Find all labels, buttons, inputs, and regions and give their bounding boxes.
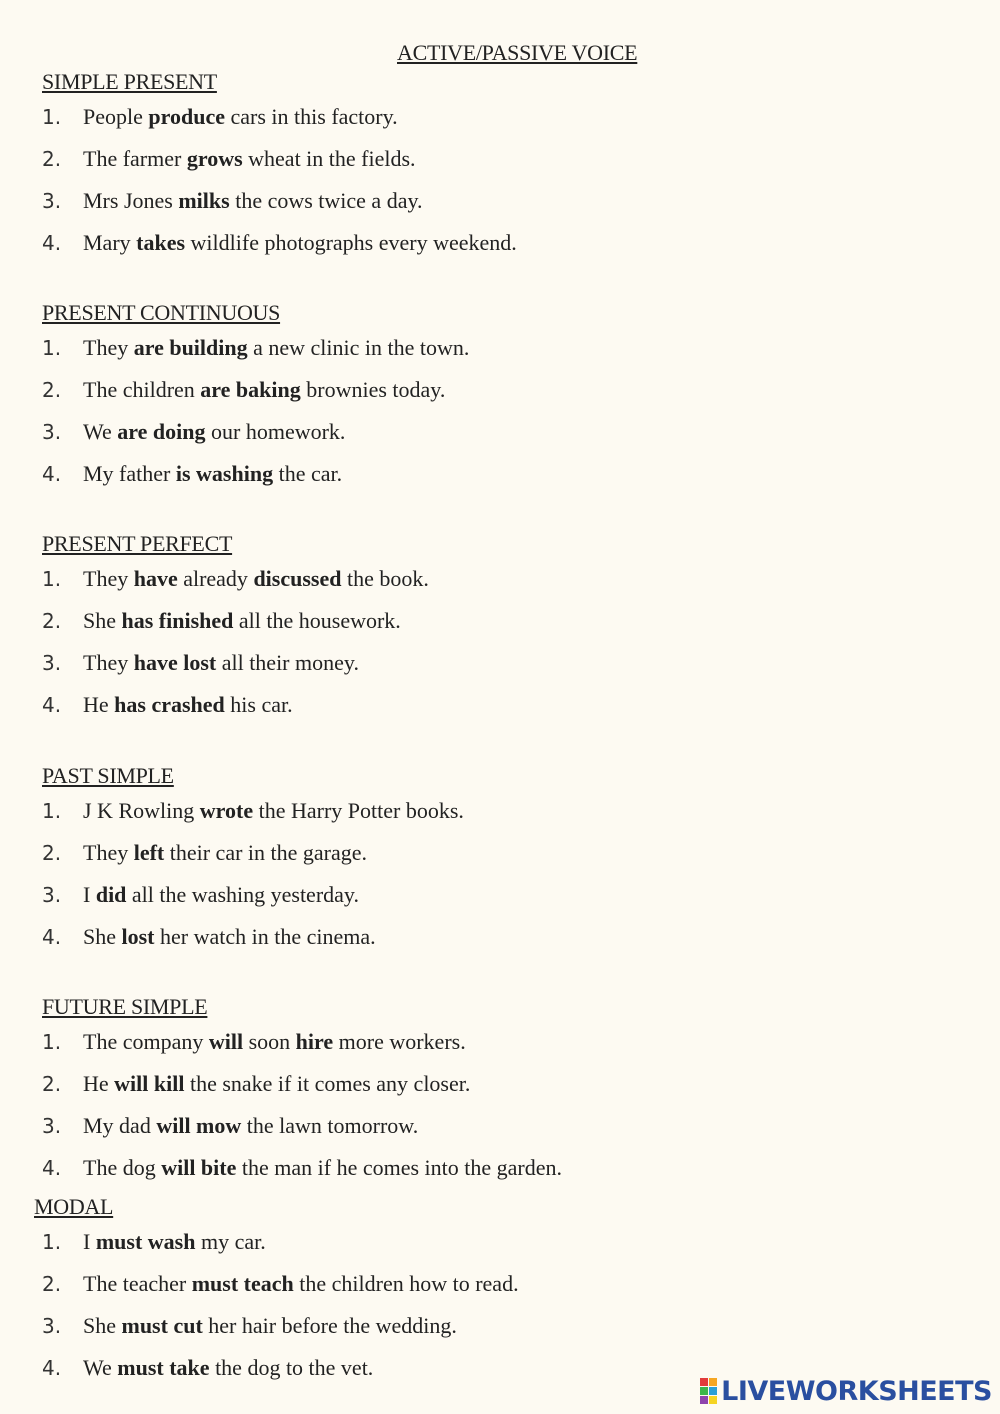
item-number: 2. bbox=[42, 378, 62, 402]
sentence-part: We bbox=[83, 1355, 118, 1380]
verb-bold: discussed bbox=[253, 566, 342, 591]
item-number: 2. bbox=[42, 1272, 62, 1296]
verb-bold: will kill bbox=[114, 1071, 185, 1096]
sentence-part: soon bbox=[243, 1029, 296, 1054]
list-item bbox=[42, 642, 942, 684]
item-number: 3. bbox=[42, 189, 62, 213]
sentence-part: I bbox=[83, 882, 96, 907]
list-item bbox=[42, 600, 942, 642]
sentence-part: my car. bbox=[195, 1229, 266, 1254]
sentence bbox=[83, 138, 416, 180]
item-number: 1. bbox=[42, 105, 62, 129]
sentence-part: We bbox=[83, 419, 118, 444]
sentence bbox=[83, 1305, 457, 1347]
liveworksheets-logo-icon bbox=[700, 1378, 717, 1404]
sentence bbox=[83, 600, 401, 642]
sentence bbox=[83, 1021, 466, 1063]
sentence-part: brownies today. bbox=[300, 377, 446, 402]
logo-square bbox=[709, 1387, 717, 1395]
sentence-part: He bbox=[83, 1071, 115, 1096]
verb-bold: hire bbox=[295, 1029, 334, 1054]
verb-bold: have lost bbox=[133, 650, 217, 675]
item-number: 2. bbox=[42, 609, 62, 633]
list-item bbox=[42, 138, 942, 180]
list-item bbox=[42, 1063, 942, 1105]
list-item bbox=[42, 222, 942, 264]
sentence-part: a new clinic in the town. bbox=[247, 335, 470, 360]
sentence-part: I bbox=[83, 1229, 96, 1254]
logo-square bbox=[700, 1378, 708, 1386]
item-number: 2. bbox=[42, 841, 62, 865]
sentence-part: her watch in the cinema. bbox=[154, 924, 376, 949]
sentence-part: their car in the garage. bbox=[164, 840, 368, 865]
sentence bbox=[83, 1347, 373, 1389]
sentence bbox=[83, 411, 345, 453]
verb-bold: are building bbox=[133, 335, 248, 360]
sentence bbox=[83, 832, 367, 874]
list-item bbox=[42, 96, 942, 138]
list-item bbox=[42, 832, 942, 874]
item-number: 3. bbox=[42, 651, 62, 675]
list-item bbox=[42, 411, 942, 453]
section-heading: MODAL bbox=[34, 1194, 114, 1219]
verb-bold: wrote bbox=[199, 798, 254, 823]
sentence bbox=[83, 1263, 519, 1305]
sentence-part: all their money. bbox=[216, 650, 359, 675]
sentence bbox=[83, 916, 376, 958]
section-modal bbox=[34, 1193, 934, 1389]
verb-bold: are baking bbox=[200, 377, 301, 402]
sentence bbox=[83, 180, 423, 222]
verb-bold: has crashed bbox=[114, 692, 225, 717]
item-number: 4. bbox=[42, 231, 62, 255]
sentence-part: She bbox=[83, 924, 122, 949]
sentence-part: our homework. bbox=[205, 419, 346, 444]
sentence-part: his car. bbox=[224, 692, 293, 717]
sentence-part: People bbox=[83, 104, 149, 129]
brand-name: LIVEWORKSHEETS bbox=[721, 1375, 992, 1407]
sentence bbox=[83, 790, 464, 832]
list-item bbox=[42, 684, 942, 726]
logo-square bbox=[709, 1396, 717, 1404]
sentence-part: She bbox=[83, 1313, 122, 1338]
sentence-part: her hair before the wedding. bbox=[202, 1313, 457, 1338]
logo-square bbox=[700, 1396, 708, 1404]
page-title: ACTIVE/PASSIVE VOICE bbox=[397, 40, 638, 65]
sentence-part: the lawn tomorrow. bbox=[241, 1113, 419, 1138]
sentence-part: The company bbox=[83, 1029, 209, 1054]
verb-bold: lost bbox=[121, 924, 155, 949]
sentence-part: all the washing yesterday. bbox=[126, 882, 359, 907]
item-number: 2. bbox=[42, 147, 62, 171]
sentence-part: already bbox=[177, 566, 254, 591]
list-item bbox=[42, 327, 942, 369]
item-number: 3. bbox=[42, 883, 62, 907]
list-item bbox=[42, 916, 942, 958]
sentence-part: the cows twice a day. bbox=[229, 188, 423, 213]
verb-bold: will bbox=[208, 1029, 244, 1054]
section-heading: PAST SIMPLE bbox=[42, 763, 174, 788]
list-item bbox=[42, 874, 942, 916]
verb-bold: must take bbox=[117, 1355, 210, 1380]
verb-bold: must wash bbox=[95, 1229, 196, 1254]
sentence-part: They bbox=[83, 566, 134, 591]
item-number: 1. bbox=[42, 567, 62, 591]
verb-bold: must cut bbox=[121, 1313, 203, 1338]
item-number: 4. bbox=[42, 693, 62, 717]
sentence-part: The children bbox=[83, 377, 201, 402]
sentence bbox=[83, 327, 469, 369]
section-present-continuous bbox=[42, 299, 942, 495]
sentence-part: Mrs Jones bbox=[83, 188, 179, 213]
sentence bbox=[83, 1105, 418, 1147]
liveworksheets-brand[interactable] bbox=[700, 1376, 992, 1406]
sentence bbox=[83, 453, 342, 495]
item-number: 3. bbox=[42, 1114, 62, 1138]
item-number: 4. bbox=[42, 462, 62, 486]
verb-bold: did bbox=[95, 882, 127, 907]
logo-square bbox=[709, 1378, 717, 1386]
item-number: 1. bbox=[42, 1030, 62, 1054]
item-number: 2. bbox=[42, 1072, 62, 1096]
sentence bbox=[83, 222, 517, 264]
sentence-part: My dad bbox=[83, 1113, 157, 1138]
sentence-part: They bbox=[83, 335, 134, 360]
sentence bbox=[83, 558, 429, 600]
sentence-part: the children how to read. bbox=[293, 1271, 519, 1296]
list-item bbox=[42, 1147, 942, 1189]
sentence bbox=[83, 369, 445, 411]
section-heading: PRESENT CONTINUOUS bbox=[42, 300, 281, 325]
item-number: 1. bbox=[42, 336, 62, 360]
sentence-part: the dog to the vet. bbox=[209, 1355, 374, 1380]
sentence bbox=[83, 96, 398, 138]
verb-bold: has finished bbox=[121, 608, 234, 633]
list-item bbox=[42, 1263, 934, 1305]
list-item bbox=[42, 558, 942, 600]
sentence-part: She bbox=[83, 608, 122, 633]
sentence-part: the Harry Potter books. bbox=[253, 798, 464, 823]
sentence-part: the book. bbox=[341, 566, 429, 591]
sentence-part: They bbox=[83, 650, 134, 675]
verb-bold: will bite bbox=[161, 1155, 237, 1180]
list-item bbox=[42, 1021, 942, 1063]
item-number: 3. bbox=[42, 420, 62, 444]
item-number: 4. bbox=[42, 1356, 62, 1380]
list-item bbox=[42, 369, 942, 411]
list-item bbox=[42, 453, 942, 495]
item-number: 1. bbox=[42, 799, 62, 823]
sentence-part: J K Rowling bbox=[83, 798, 200, 823]
verb-bold: must teach bbox=[191, 1271, 294, 1296]
section-heading: SIMPLE PRESENT bbox=[42, 69, 217, 94]
list-item bbox=[42, 1305, 934, 1347]
section-simple-present bbox=[42, 68, 942, 264]
item-number: 1. bbox=[42, 1230, 62, 1254]
item-number: 4. bbox=[42, 1156, 62, 1180]
sentence-part: the man if he comes into the garden. bbox=[236, 1155, 562, 1180]
sentence-part: They bbox=[83, 840, 134, 865]
sentence-part: wheat in the fields. bbox=[242, 146, 416, 171]
sentence-part: The farmer bbox=[83, 146, 187, 171]
verb-bold: grows bbox=[186, 146, 243, 171]
verb-bold: produce bbox=[148, 104, 225, 129]
list-item bbox=[42, 790, 942, 832]
verb-bold: milks bbox=[178, 188, 230, 213]
sentence bbox=[83, 1147, 562, 1189]
section-heading: PRESENT PERFECT bbox=[42, 531, 233, 556]
sentence-part: the car. bbox=[273, 461, 343, 486]
sentence bbox=[83, 1221, 266, 1263]
sentence bbox=[83, 1063, 470, 1105]
sentence bbox=[83, 642, 359, 684]
sentence-part: The dog bbox=[83, 1155, 162, 1180]
verb-bold: left bbox=[133, 840, 165, 865]
sentence-part: cars in this factory. bbox=[225, 104, 398, 129]
verb-bold: have bbox=[133, 566, 178, 591]
section-heading: FUTURE SIMPLE bbox=[42, 994, 208, 1019]
section-present-perfect bbox=[42, 530, 942, 726]
verb-bold: takes bbox=[136, 230, 186, 255]
sentence-part: the snake if it comes any closer. bbox=[184, 1071, 471, 1096]
item-number: 3. bbox=[42, 1314, 62, 1338]
section-future-simple bbox=[42, 993, 942, 1189]
sentence-part: The teacher bbox=[83, 1271, 192, 1296]
sentence-part: Mary bbox=[83, 230, 137, 255]
sentence-part: more workers. bbox=[333, 1029, 466, 1054]
sentence bbox=[83, 874, 359, 916]
logo-square bbox=[700, 1387, 708, 1395]
verb-bold: are doing bbox=[117, 419, 206, 444]
sentence-part: wildlife photographs every weekend. bbox=[185, 230, 517, 255]
section-past-simple bbox=[42, 762, 942, 958]
list-item bbox=[42, 1221, 934, 1263]
list-item bbox=[42, 180, 942, 222]
verb-bold: is washing bbox=[175, 461, 274, 486]
sentence-part: all the housework. bbox=[233, 608, 401, 633]
verb-bold: will mow bbox=[156, 1113, 242, 1138]
list-item bbox=[42, 1105, 942, 1147]
sentence-part: My father bbox=[83, 461, 176, 486]
sentence bbox=[83, 684, 293, 726]
item-number: 4. bbox=[42, 925, 62, 949]
sentence-part: He bbox=[83, 692, 115, 717]
